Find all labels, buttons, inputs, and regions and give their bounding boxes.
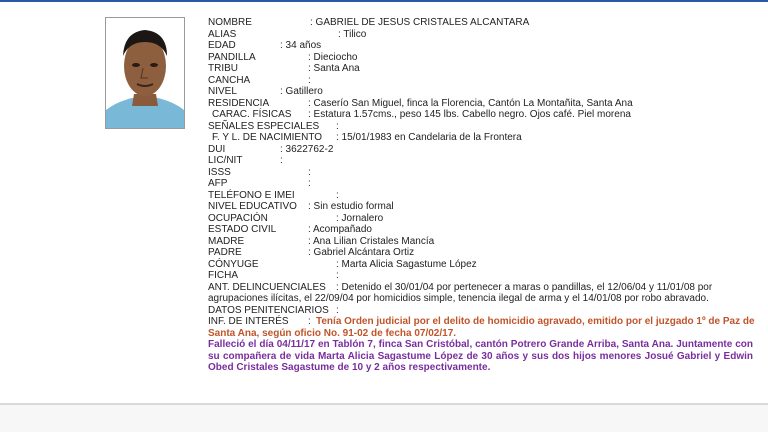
value-residencia: : Caserío San Miguel, finca la Florencia, Cantón La Montañita, Santa Ana bbox=[308, 97, 633, 109]
label-educativo: NIVEL EDUCATIVO bbox=[208, 201, 297, 212]
label-cancha: CANCHA bbox=[208, 74, 251, 86]
value-cancha: : bbox=[308, 74, 311, 86]
value-ocupacion: : Jornalero bbox=[336, 212, 384, 224]
value-ficha: : bbox=[336, 270, 339, 281]
label-isss: ISSS bbox=[208, 166, 231, 178]
label-madre: MADRE bbox=[208, 235, 245, 247]
value-alias: : Tilico bbox=[338, 28, 367, 40]
value-edad: : 34 años bbox=[280, 40, 322, 51]
label-ocupacion: OCUPACIÓN bbox=[208, 212, 268, 224]
value-senales: : bbox=[336, 120, 339, 132]
value-nacimiento: : 15/01/1983 en Candelaria de la Frontera bbox=[336, 132, 522, 143]
label-carac: CARAC. FÍSICAS bbox=[212, 109, 292, 120]
value-padre: : Gabriel Alcántara Ortiz bbox=[308, 247, 415, 258]
label-dui: DUI bbox=[208, 143, 226, 155]
value-isss: : bbox=[308, 166, 311, 178]
value-penitenciarios: : bbox=[336, 304, 339, 316]
label-conyuge: CÓNYUGE bbox=[208, 258, 259, 270]
value-educativo: : Sin estudio formal bbox=[308, 201, 394, 212]
label-nacimiento: F. Y L. DE NACIMIENTO bbox=[212, 132, 323, 143]
value-nombre: : GABRIEL DE JESUS CRISTALES ALCANTARA bbox=[310, 17, 530, 28]
suspect-photo bbox=[105, 17, 185, 129]
label-afp: AFP bbox=[208, 178, 228, 189]
label-alias: ALIAS bbox=[208, 28, 237, 40]
value-conyuge: : Marta Alicia Sagastume López bbox=[336, 258, 477, 270]
label-pandilla: PANDILLA bbox=[208, 51, 256, 63]
value-licnit: : bbox=[280, 155, 283, 166]
label-penitenciarios: DATOS PENITENCIARIOS bbox=[208, 304, 329, 316]
value-civil: : Acompañado bbox=[308, 224, 372, 235]
label-padre: PADRE bbox=[208, 247, 242, 258]
label-edad: EDAD bbox=[208, 40, 236, 51]
value-madre: : Ana Lilian Cristales Mancía bbox=[308, 235, 435, 247]
label-senales: SEÑALES ESPECIALES bbox=[208, 120, 320, 132]
value-interes-cont: Santa Ana, según oficio No. 91-02 de fecha 07/02/17. bbox=[208, 327, 457, 339]
label-nombre: NOMBRE bbox=[208, 17, 252, 28]
value-antecedentes-cont: agrupaciones ilícitas, el 22/09/04 por homicidios simple, tenencia ilegal de arma y el 14/01/08 por robo abravado. bbox=[208, 293, 709, 304]
value-antecedentes: : Detenido el 30/01/04 por pertenecer a maras o pandillas, el 12/06/04 y 11/01/08 por bbox=[336, 281, 713, 293]
label-interes: INF. DE INTERÉS bbox=[208, 316, 289, 327]
label-civil: ESTADO CIVIL bbox=[208, 224, 277, 235]
value-interes-colon: : bbox=[308, 316, 311, 327]
death-note: Falleció el día 04/11/17 en Tablón 7, finca San Cristóbal, cantón Potrero Grande Arriba, Santa Ana. Juntamente con su compañera de vida Marta Alicia Sagastume López de 30 años y sus dos hijos menores Josué Gabriel y Edwin Obed Cristales Sagastume de 10 y 2 años respectivamente. bbox=[208, 339, 753, 373]
value-nivel: : Gatillero bbox=[280, 86, 323, 97]
value-pandilla: : Dieciocho bbox=[308, 51, 358, 63]
value-interes: Tenía Orden judicial por el delito de homicidio agravado, emitido por el juzgado 1º de Paz de bbox=[316, 316, 755, 327]
value-telefono: : bbox=[336, 189, 339, 201]
label-nivel: NIVEL bbox=[208, 86, 237, 97]
label-residencia: RESIDENCIA bbox=[208, 97, 270, 109]
value-dui: : 3622762-2 bbox=[280, 143, 334, 155]
label-licnit: LIC/NIT bbox=[208, 155, 243, 166]
value-carac: : Estatura 1.57cms., peso 145 lbs. Cabello negro. Ojos café. Piel morena bbox=[308, 109, 631, 120]
label-telefono: TELÉFONO E IMEI bbox=[208, 189, 295, 201]
label-tribu: TRIBU bbox=[208, 63, 238, 74]
value-tribu: : Santa Ana bbox=[308, 63, 360, 74]
value-afp: : bbox=[308, 178, 311, 189]
top-rule bbox=[0, 0, 768, 2]
label-antecedentes: ANT. DELINCUENCIALES bbox=[208, 281, 326, 293]
label-ficha: FICHA bbox=[208, 270, 238, 281]
footer-band bbox=[0, 405, 768, 432]
